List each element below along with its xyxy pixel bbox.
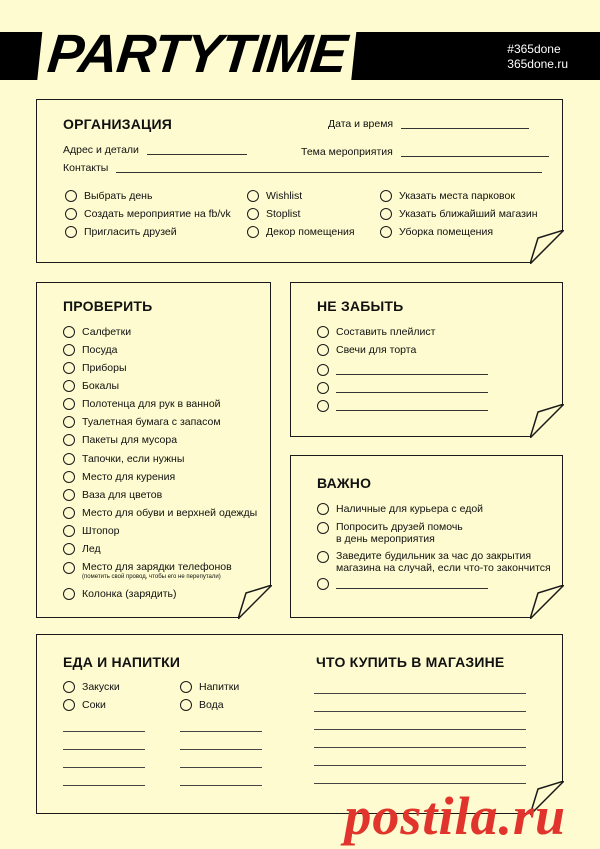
checklist-item[interactable]: Свечи для торта (317, 344, 416, 356)
checkbox-circle[interactable] (380, 190, 392, 202)
shop-title: ЧТО КУПИТЬ В МАГАЗИНЕ (316, 654, 505, 670)
address-field[interactable] (63, 144, 247, 156)
checklist-item[interactable]: Салфетки (63, 326, 131, 338)
checklist-item[interactable]: Соки (63, 699, 106, 711)
address-label: Адрес и детали (63, 144, 139, 156)
checklist-item[interactable]: Бокалы (63, 380, 119, 392)
checkbox-circle[interactable] (63, 362, 75, 374)
checkbox-circle[interactable] (63, 344, 75, 356)
food-title: ЕДА И НАПИТКИ (63, 654, 181, 670)
organization-card (36, 99, 563, 263)
checklist-item[interactable]: Составить плейлист (317, 326, 435, 338)
checkbox-circle[interactable] (63, 434, 75, 446)
checkbox-circle[interactable] (63, 326, 75, 338)
checklist-item[interactable]: Создать мероприятие на fb/vk (65, 208, 231, 220)
blank-checklist-item[interactable] (317, 382, 488, 394)
blank-line[interactable] (63, 767, 145, 768)
checklist-item[interactable]: Наличные для курьера с едой (317, 503, 483, 515)
checkbox-circle[interactable] (380, 226, 392, 238)
hashtag: #365done (507, 42, 561, 56)
checklist-item[interactable]: Попросить друзей помочь в день мероприятия (317, 521, 463, 545)
checklist-item[interactable]: Лед (63, 543, 101, 555)
charger-note: (пометить свой провод, чтобы его не перепутали) (82, 574, 221, 580)
header-tag (507, 42, 568, 72)
important-card (290, 455, 563, 618)
blank-line[interactable] (63, 731, 145, 732)
checklist-item[interactable]: Wishlist (247, 190, 302, 202)
shop-line[interactable] (314, 783, 526, 784)
shop-line[interactable] (314, 693, 526, 694)
checkbox-circle[interactable] (63, 507, 75, 519)
page-fold-icon (530, 404, 564, 438)
checklist-item[interactable]: Место для курения (63, 471, 175, 483)
checkbox-circle[interactable] (317, 364, 329, 376)
shop-line[interactable] (314, 711, 526, 712)
checkbox-circle[interactable] (247, 208, 259, 220)
blank-checklist-item[interactable] (317, 400, 488, 412)
important-title: ВАЖНО (317, 475, 372, 491)
checkbox-circle[interactable] (180, 681, 192, 693)
blank-checklist-item[interactable] (317, 364, 488, 376)
checkbox-circle[interactable] (63, 562, 75, 574)
checklist-item[interactable]: Место для обуви и верхней одежды (63, 507, 257, 519)
checkbox-circle[interactable] (317, 326, 329, 338)
checkbox-circle[interactable] (63, 380, 75, 392)
checklist-item[interactable]: Штопор (63, 525, 120, 537)
blank-checklist-item[interactable] (317, 578, 488, 590)
checkbox-circle[interactable] (317, 344, 329, 356)
checklist-item[interactable]: Уборка помещения (380, 226, 493, 238)
checklist-item[interactable]: Закуски (63, 681, 120, 693)
checkbox-circle[interactable] (63, 453, 75, 465)
checkbox-circle[interactable] (63, 681, 75, 693)
checklist-item[interactable]: Указать места парковок (380, 190, 515, 202)
checkbox-circle[interactable] (63, 398, 75, 410)
checkbox-circle[interactable] (317, 400, 329, 412)
check-title: ПРОВЕРИТЬ (63, 298, 153, 314)
checklist-item[interactable]: Приборы (63, 362, 127, 374)
checklist-item[interactable]: Декор помещения (247, 226, 355, 238)
checkbox-circle[interactable] (317, 503, 329, 515)
checklist-item[interactable]: Ваза для цветов (63, 489, 162, 501)
checkbox-circle[interactable] (63, 471, 75, 483)
check-card (36, 282, 271, 618)
checklist-item[interactable]: Заведите будильник за час до закрытия магазина на случай, если что-то закончится (317, 550, 551, 574)
checkbox-circle[interactable] (63, 525, 75, 537)
blank-line[interactable] (180, 749, 262, 750)
checklist-item[interactable]: Выбрать день (65, 190, 152, 202)
blank-line[interactable] (63, 785, 145, 786)
checklist-item[interactable]: Туалетная бумага с запасом (63, 416, 221, 428)
shop-line[interactable] (314, 765, 526, 766)
blank-line[interactable] (180, 731, 262, 732)
date-field[interactable] (328, 118, 529, 130)
checkbox-circle[interactable] (63, 543, 75, 555)
checklist-item[interactable]: Пригласить друзей (65, 226, 177, 238)
checkbox-circle[interactable] (65, 208, 77, 220)
page-fold-icon (238, 585, 272, 619)
checklist-item[interactable]: Указать ближайший магазин (380, 208, 538, 220)
checklist-item[interactable]: Посуда (63, 344, 118, 356)
dont-forget-title: НЕ ЗАБЫТЬ (317, 298, 404, 314)
checklist-item[interactable]: Полотенца для рук в ванной (63, 398, 221, 410)
checkbox-circle[interactable] (63, 416, 75, 428)
theme-field[interactable] (301, 146, 549, 158)
contacts-label: Контакты (63, 162, 109, 174)
blank-line[interactable] (180, 785, 262, 786)
shop-line[interactable] (314, 747, 526, 748)
checklist-item[interactable]: Пакеты для мусора (63, 434, 177, 446)
page-fold-icon (530, 585, 564, 619)
checkbox-circle[interactable] (380, 208, 392, 220)
checkbox-circle[interactable] (63, 588, 75, 600)
checkbox-circle[interactable] (317, 522, 329, 534)
checkbox-circle[interactable] (317, 382, 329, 394)
contacts-field[interactable] (63, 162, 542, 174)
checklist-item[interactable]: Stoplist (247, 208, 300, 220)
watermark: postila.ru (344, 786, 566, 846)
checklist-item[interactable]: Тапочки, если нужны (63, 453, 184, 465)
checklist-item[interactable]: Напитки (180, 681, 239, 693)
checkbox-circle[interactable] (180, 699, 192, 711)
blank-line[interactable] (180, 767, 262, 768)
date-label: Дата и время (328, 118, 394, 130)
checklist-item[interactable]: Вода (180, 699, 224, 711)
page-title: PARTYTIME (37, 24, 357, 84)
blank-line[interactable] (63, 749, 145, 750)
checkbox-circle[interactable] (63, 699, 75, 711)
site-link[interactable]: 365done.ru (507, 57, 568, 71)
checkbox-circle[interactable] (317, 551, 329, 563)
checkbox-circle[interactable] (317, 578, 329, 590)
shop-line[interactable] (314, 729, 526, 730)
dont-forget-card (290, 282, 563, 437)
page-fold-icon (530, 230, 564, 264)
checkbox-circle[interactable] (247, 226, 259, 238)
checkbox-circle[interactable] (247, 190, 259, 202)
checkbox-circle[interactable] (65, 190, 77, 202)
checkbox-circle[interactable] (65, 226, 77, 238)
checklist-item[interactable]: Место для зарядки телефонов (пометить свой провод, чтобы его не перепутали) (63, 561, 232, 580)
checklist-item[interactable]: Колонка (зарядить) (63, 588, 177, 600)
organization-title: ОРГАНИЗАЦИЯ (63, 116, 172, 132)
theme-label: Тема мероприятия (301, 146, 393, 158)
checkbox-circle[interactable] (63, 489, 75, 501)
